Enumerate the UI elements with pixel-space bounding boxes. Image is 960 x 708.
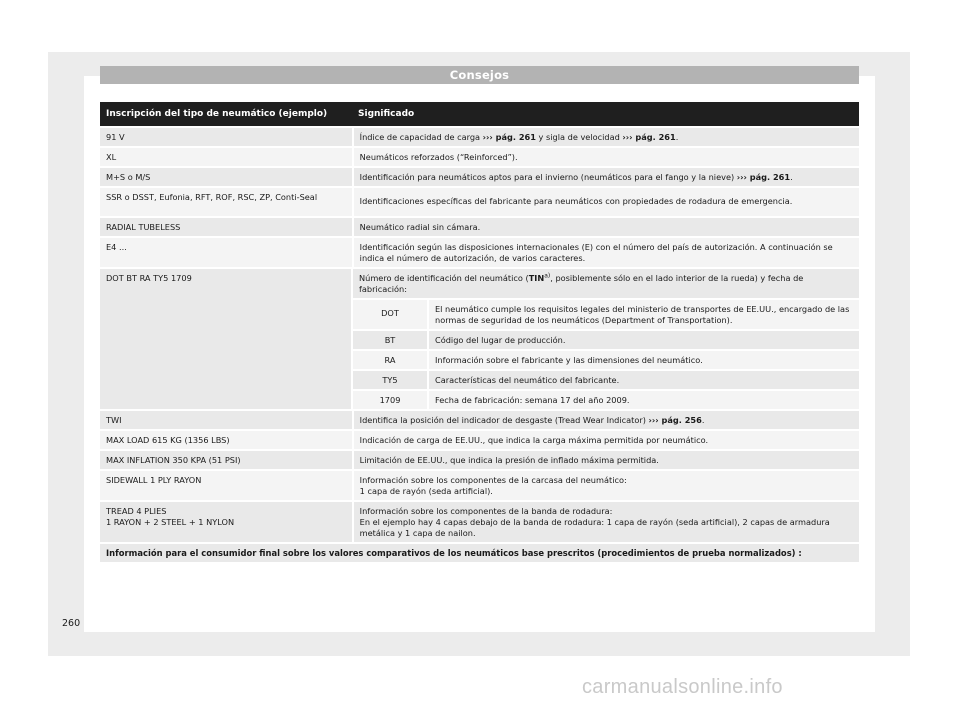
row-value: Identificaciones específicas del fabricante para neumáticos con propiedades de rodadura de emergencia.: [354, 188, 859, 216]
footnote-marker: a): [544, 272, 551, 280]
table-row: [100, 218, 859, 236]
page-reference-link[interactable]: ››› pág. 256: [648, 415, 702, 425]
table-header: [100, 102, 859, 126]
table-row: [100, 238, 859, 267]
tire-markings-table: [100, 102, 859, 562]
value-line: Información sobre los componentes de la banda de rodadura:: [359, 506, 613, 516]
sub-key: RA: [353, 351, 427, 369]
sub-key: TY5: [353, 371, 427, 389]
dot-subtable: [353, 298, 859, 409]
row-value: [354, 502, 859, 542]
row-value: [354, 168, 859, 186]
value-text: , posiblemente sólo en el lado interior de la rueda) y fecha de fabricación:: [359, 273, 804, 294]
key-line: TREAD 4 PLIES: [106, 506, 167, 516]
table-row: [100, 411, 859, 429]
table-row: [100, 188, 859, 216]
value-text: .: [675, 132, 679, 142]
value-text: Identificación para neumáticos aptos para el invierno (neumáticos para el fango y la nieve): [359, 172, 737, 182]
sub-value: Código del lugar de producción.: [429, 331, 859, 349]
value-text: Número de identificación del neumático (: [359, 273, 529, 283]
row-value: Neumáticos reforzados (“Reinforced”).: [354, 148, 859, 166]
page-number: 260: [62, 618, 81, 629]
column-header-meaning: Significado: [358, 108, 415, 119]
row-value: Identificación según las disposiciones internacionales (E) con el número del país de autorización. A continuación se indica el número de autorización, de varios caracteres.: [354, 238, 859, 267]
value-text: Identifica la posición del indicador de desgaste (Tread Wear Indicator): [359, 415, 649, 425]
row-key: DOT BT RA TY5 1709: [100, 269, 351, 409]
table-footer-note: Información para el consumidor final sobre los valores comparativos de los neumáticos base prescritos (procedimientos de prueba normalizados) :: [100, 544, 859, 562]
column-header-inscription: Inscripción del tipo de neumático (ejemplo): [106, 108, 328, 119]
dot-details: [353, 269, 859, 409]
row-key: RADIAL TUBELESS: [100, 218, 352, 236]
subtable-row: [353, 331, 859, 349]
row-key: XL: [100, 148, 352, 166]
sub-value: El neumático cumple los requisitos legales del ministerio de transportes de EE.UU., encargado de las normas de seguridad de los neumáticos (Department of Transportation).: [429, 300, 859, 329]
row-value: Indicación de carga de EE.UU., que indica la carga máxima permitida por neumático.: [354, 431, 859, 449]
row-key: E4 ...: [100, 238, 352, 267]
page-reference-link[interactable]: ››› pág. 261: [482, 132, 536, 142]
table-row: [100, 471, 859, 500]
subtable-row: [353, 391, 859, 409]
row-key: TWI: [100, 411, 352, 429]
page-reference-link[interactable]: ››› pág. 261: [622, 132, 676, 142]
value-text: .: [790, 172, 793, 182]
row-value: Neumático radial sin cámara.: [354, 218, 859, 236]
row-key: MAX INFLATION 350 KPA (51 PSI): [100, 451, 352, 469]
subtable-row: [353, 371, 859, 389]
sub-key: 1709: [353, 391, 427, 409]
value-text: Índice de capacidad de carga: [359, 132, 483, 142]
table-row: [100, 502, 859, 542]
key-line: 1 RAYON + 2 STEEL + 1 NYLON: [106, 517, 235, 527]
value-line: 1 capa de rayón (seda artificial).: [359, 486, 493, 496]
tin-label: TIN: [528, 273, 545, 283]
table-row: [100, 128, 859, 146]
sub-value: Fecha de fabricación: semana 17 del año 2009.: [429, 391, 859, 409]
row-key: MAX LOAD 615 KG (1356 LBS): [100, 431, 352, 449]
table-row-dot: [100, 269, 859, 409]
watermark-text: carmanualsonline.info: [582, 676, 783, 698]
row-key: [100, 502, 352, 542]
value-line: En el ejemplo hay 4 capas debajo de la banda de rodadura: 1 capa de rayón (seda artificial), 2 capas de armadura metálica y 1 capa de nailon.: [359, 517, 830, 538]
row-value: [354, 471, 859, 500]
page-reference-link[interactable]: ››› pág. 261: [736, 172, 791, 182]
table-row: [100, 168, 859, 186]
sub-key: DOT: [353, 300, 427, 329]
table-row: [100, 431, 859, 449]
table-row: [100, 148, 859, 166]
value-text: .: [701, 415, 705, 425]
row-key: SSR o DSST, Eufonia, RFT, ROF, RSC, ZP, Conti-Seal: [100, 188, 352, 216]
row-key: 91 V: [100, 128, 352, 146]
row-value: [354, 128, 859, 146]
sub-value: Información sobre el fabricante y las dimensiones del neumático.: [429, 351, 859, 369]
row-value: Limitación de EE.UU., que indica la presión de inflado máxima permitida.: [354, 451, 859, 469]
subtable-row: [353, 351, 859, 369]
row-key: M+S o M/S: [100, 168, 352, 186]
subtable-row: [353, 300, 859, 329]
table-row: [100, 451, 859, 469]
value-text: y sigla de velocidad: [535, 132, 623, 142]
value-line: Información sobre los componentes de la carcasa del neumático:: [359, 475, 627, 485]
sub-key: BT: [353, 331, 427, 349]
sub-value: Características del neumático del fabricante.: [429, 371, 859, 389]
section-header: Consejos: [100, 66, 859, 84]
row-value: [354, 411, 859, 429]
dot-lead: [353, 269, 859, 298]
row-key: SIDEWALL 1 PLY RAYON: [100, 471, 352, 500]
